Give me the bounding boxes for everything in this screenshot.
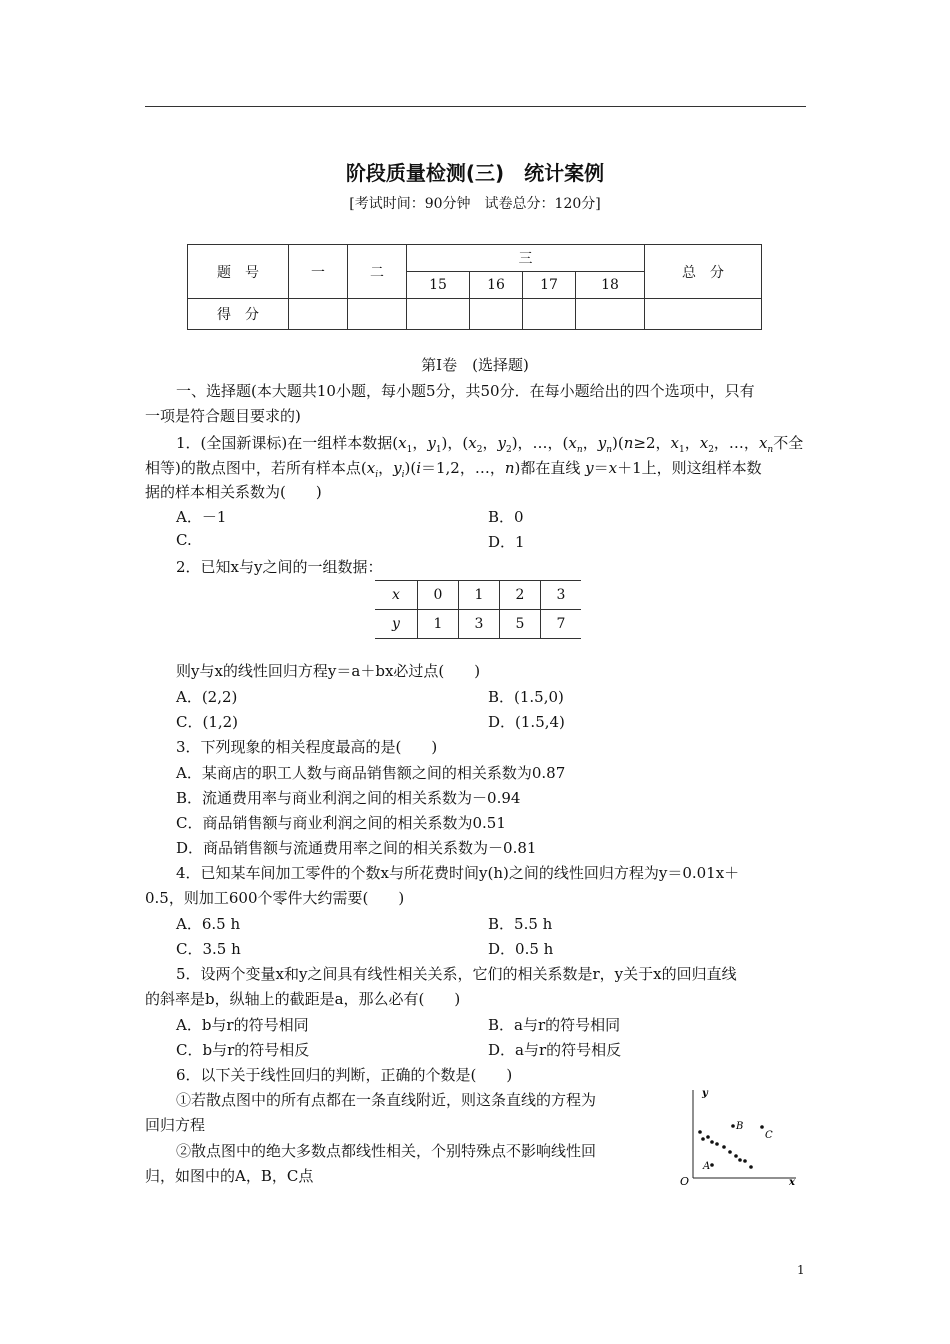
scatter-point (701, 1137, 705, 1141)
q3-stem: 3．下列现象的相关程度最高的是( ) (176, 738, 438, 756)
q4-option-b: B．5.5 h (488, 915, 553, 933)
sub-17: 17 (523, 272, 576, 299)
q4-option-c: C．3.5 h (176, 940, 241, 958)
q5-line-1: 5．设两个变量x和y之间具有线性相关关系，它们的相关系数是r，y关于x的回归直线 (176, 965, 737, 983)
sub-15: 15 (407, 272, 470, 299)
q2-option-d: D．(1.5,4) (488, 713, 565, 731)
q5-option-a: A．b与r的符号相同 (176, 1016, 309, 1034)
scatter-point (698, 1130, 702, 1134)
q1-option-a: A．－1 (176, 508, 227, 526)
y-value: 1 (418, 610, 459, 639)
q6-statement-1a: ①若散点图中的所有点都在一条直线附近，则这条直线的方程为 (176, 1091, 597, 1109)
score-cell (645, 299, 762, 330)
page-title: 阶段质量检测(三) 统计案例 (345, 161, 605, 185)
page-number: 1 (797, 1263, 805, 1277)
q2-stem: 2．已知x与y之间的一组数据： (176, 558, 383, 576)
y-label: y (375, 610, 418, 639)
label-a: A (703, 1161, 711, 1172)
exam-info: [考试时间：90分钟 试卷总分：120分] (349, 196, 601, 212)
q3-option-a: A．某商店的职工人数与商品销售额之间的相关系数为0.87 (176, 764, 566, 782)
scatter-point (738, 1158, 742, 1162)
q5-option-b: B．a与r的符号相同 (488, 1016, 621, 1034)
header-rule (145, 106, 806, 107)
q2-data-table (375, 580, 581, 639)
section-title: 第Ⅰ卷 (选择题) (421, 356, 529, 374)
score-cell (348, 299, 407, 330)
q1-option-b: B．0 (488, 508, 524, 526)
y-value: 3 (459, 610, 500, 639)
q2-option-b: B．(1.5,0) (488, 688, 564, 706)
y-value: 5 (500, 610, 541, 639)
origin-label: O (680, 1175, 690, 1188)
col-title: 题 号 (188, 245, 289, 299)
y-axis-label: y (702, 1088, 708, 1099)
scatter-figure (672, 1084, 812, 1190)
scatter-point (722, 1145, 726, 1149)
q2-option-c: C．(1,2) (176, 713, 239, 731)
point-c (760, 1125, 764, 1129)
scatter-point (706, 1135, 710, 1139)
intro-line-2: 一项是符合题目要求的) (145, 407, 301, 425)
q2-option-a: A．(2,2) (176, 688, 238, 706)
scatter-point (743, 1159, 747, 1163)
scatter-point (749, 1165, 753, 1169)
score-cell (289, 299, 348, 330)
scatter-point (715, 1142, 719, 1146)
col-1: 一 (289, 245, 348, 299)
sub-18: 18 (576, 272, 645, 299)
intro-line-1: 一、选择题(本大题共10小题，每小题5分，共50分．在每小题给出的四个选项中，只有 (176, 382, 755, 400)
q6-statement-2a: ②散点图中的绝大多数点都线性相关，个别特殊点不影响线性回 (176, 1142, 597, 1160)
x-label: x (375, 581, 418, 610)
score-table (187, 244, 762, 330)
q1-line-3: 据的样本相关系数为( ) (145, 483, 322, 501)
x-axis-label: x (789, 1177, 795, 1188)
score-cell (576, 299, 645, 330)
q4-option-d: D．0.5 h (488, 940, 554, 958)
q4-option-a: A．6.5 h (176, 915, 241, 933)
q1-line-1: 1．(全国新课标)在一组样本数据($x_1$，$y_1$)，($x_2$，$y_2$)，…，($x_n$，$y_n)(n\ge 2$，$x_1$，$x_2$，…，$x_n$不全 (176, 434, 804, 455)
scatter-point (728, 1150, 732, 1154)
q4-line-1: 4．已知某车间加工零件的个数x与所花费时间y(h)之间的线性回归方程为y＝0.01x＋ (176, 864, 740, 882)
x-value: 0 (418, 581, 459, 610)
q1-line-2: 相等)的散点图中，若所有样本点($x_i$，$y_i)(i=1,2$，…，n)都在直线 y＝x＋1上，则这组样本数 (145, 459, 762, 480)
col-2: 二 (348, 245, 407, 299)
q3-option-b: B．流通费用率与商业利润之间的相关系数为－0.94 (176, 789, 521, 807)
q5-option-c: C．b与r的符号相反 (176, 1041, 310, 1059)
x-value: 3 (541, 581, 582, 610)
q6-statement-2b: 归，如图中的A，B，C点 (145, 1167, 314, 1185)
q1-option-c: C. (176, 531, 192, 549)
q1-option-d: D．1 (488, 533, 525, 551)
point-a (710, 1163, 714, 1167)
x-value: 1 (459, 581, 500, 610)
q6-statement-1b: 回归方程 (145, 1116, 206, 1134)
x-value: 2 (500, 581, 541, 610)
score-cell (407, 299, 470, 330)
y-value: 7 (541, 610, 582, 639)
scatter-point (710, 1140, 714, 1144)
q2-follow: 则y与x的线性回归方程y＝a＋bx必过点( ) (176, 662, 481, 680)
scatter-point (734, 1154, 738, 1158)
score-cell (523, 299, 576, 330)
q5-line-2: 的斜率是b，纵轴上的截距是a，那么必有( ) (145, 990, 461, 1008)
point-b (731, 1124, 735, 1128)
col-3: 三 (407, 245, 645, 272)
sub-16: 16 (470, 272, 523, 299)
score-cell (470, 299, 523, 330)
q5-option-d: D．a与r的符号相反 (488, 1041, 622, 1059)
q3-option-d: D．商品销售额与流通费用率之间的相关系数为－0.81 (176, 839, 537, 857)
q4-line-2: 0.5，则加工600个零件大约需要( ) (145, 889, 405, 907)
col-total: 总 分 (645, 245, 762, 299)
q3-option-c: C．商品销售额与商业利润之间的相关系数为0.51 (176, 814, 506, 832)
row-label: 得 分 (188, 299, 289, 330)
label-b: B (736, 1121, 744, 1132)
label-c: C (765, 1130, 773, 1141)
q6-stem: 6．以下关于线性回归的判断，正确的个数是( ) (176, 1066, 513, 1084)
